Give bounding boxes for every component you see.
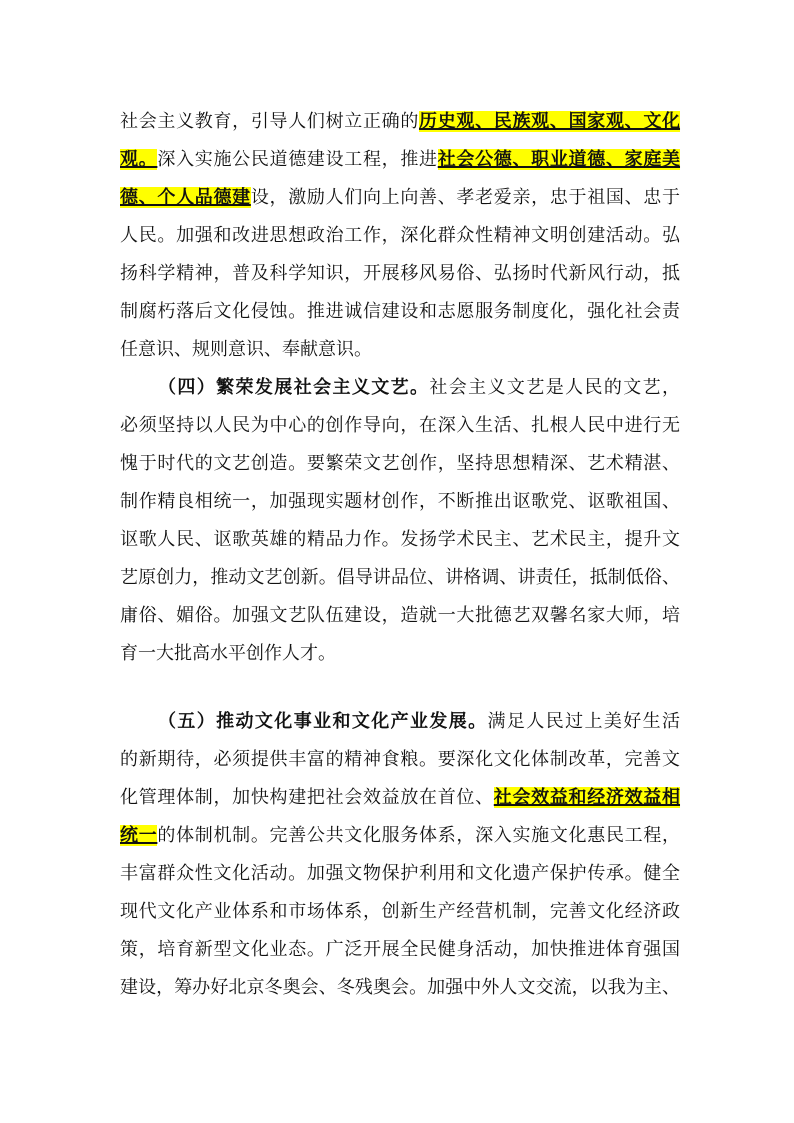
body-text: 人民。加强和改进思想政治工作，深化群众性精神文明创建活动。弘 [120,225,680,246]
text-line [120,602,680,630]
text-line [120,746,680,774]
body-text: 任意识、规则意识、奉献意识。 [120,339,372,360]
text-line [158,708,680,736]
text-line [120,184,680,212]
body-text: 的新期待，必须提供丰富的精神食粮。要深化文化体制改革，完善文 [120,749,680,770]
body-text: 育一大批高水平创作人才。 [120,643,336,664]
body-text: 的体制机制。完善公共文化服务体系，深入实施文化惠民工程， [157,825,681,846]
body-text: 现代文化产业体系和市场体系，创新生产经营机制，完善文化经济政 [120,901,680,922]
text-line [120,108,680,136]
text-line [120,860,680,888]
text-line [120,822,680,850]
body-text: 社会主义文艺是人民的文艺， [429,377,681,398]
body-text: 策，培育新型文化业态。广泛开展全民健身活动，加快推进体育强国 [120,939,680,960]
body-text: 建设，筹办好北京冬奥会、冬残奥会。加强中外人文交流，以我为主、 [120,977,680,998]
body-text: 设，激励人们向上向善、孝老爱亲，忠于祖国、忠于 [250,187,680,208]
highlighted-text: 社会公德、职业道德、家庭美 [437,149,681,170]
text-line [120,298,680,326]
text-line [120,260,680,288]
body-text: 满足人民过上美好生活 [487,711,681,732]
text-line [120,936,680,964]
body-text: 愧于时代的文艺创造。要繁荣文艺创作，坚持思想精深、艺术精湛、 [120,453,680,474]
body-text: 庸俗、媚俗。加强文艺队伍建设，造就一大批德艺双馨名家大师，培 [120,605,680,626]
text-line [120,640,680,668]
text-line [120,564,680,592]
text-line [158,374,680,402]
body-text: 艺原创力，推动文艺创新。倡导讲品位、讲格调、讲责任，抵制低俗、 [120,567,680,588]
highlighted-text: 历史观、民族观、国家观、文化 [419,111,681,132]
text-line [120,488,680,516]
highlighted-text: 德、个人品德建 [120,187,251,208]
text-line [120,412,680,440]
section-heading: （五）推动文化事业和文化产业发展。 [158,711,488,732]
text-line [120,974,680,1002]
body-text: 制作精良相统一，加强现实题材创作，不断推出讴歌党、讴歌祖国、 [120,491,680,512]
highlighted-text: 观。 [120,149,158,170]
body-text: 制腐朽落后文化侵蚀。推进诚信建设和志愿服务制度化，强化社会责 [120,301,680,322]
section-heading: （四）繁荣发展社会主义文艺。 [158,377,430,398]
text-line [120,336,680,364]
body-text: 讴歌人民、讴歌英雄的精品力作。发扬学术民主、艺术民主，提升文 [120,529,680,550]
text-line [120,222,680,250]
body-text: 社会主义教育，引导人们树立正确的 [120,111,420,132]
body-text: 深入实施公民道德建设工程，推进 [157,149,438,170]
body-text: 扬科学精神，普及科学知识，开展移风易俗、弘扬时代新风行动，抵 [120,263,680,284]
body-text: 化管理体制，加快构建把社会效益放在首位、 [120,787,494,808]
text-line [120,146,680,174]
highlighted-text: 统一 [120,825,158,846]
text-line [120,526,680,554]
body-text: 必须坚持以人民为中心的创作导向，在深入生活、扎根人民中进行无 [120,415,680,436]
body-text: 丰富群众性文化活动。加强文物保护利用和文化遗产保护传承。健全 [120,863,680,884]
text-line [120,784,680,812]
text-line [120,898,680,926]
highlighted-text: 社会效益和经济效益相 [493,787,681,808]
text-line [120,450,680,478]
